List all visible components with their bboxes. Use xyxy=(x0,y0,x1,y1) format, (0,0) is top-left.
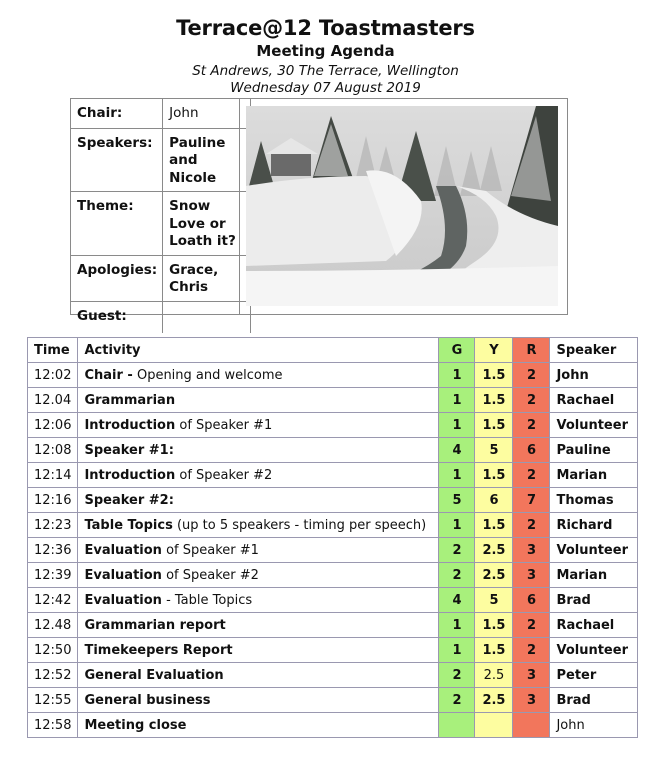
snow-scene-image xyxy=(246,106,558,306)
agenda-speaker: John xyxy=(550,363,638,388)
agenda-time: 12:06 xyxy=(28,413,78,438)
red-time: 2 xyxy=(513,363,550,388)
yellow-time: 1.5 xyxy=(475,413,513,438)
yellow-time: 5 xyxy=(475,438,513,463)
yellow-time: 1.5 xyxy=(475,638,513,663)
agenda-speaker: Rachael xyxy=(550,613,638,638)
agenda-time: 12:14 xyxy=(28,463,78,488)
agenda-time: 12:08 xyxy=(28,438,78,463)
agenda-speaker: Volunteer xyxy=(550,638,638,663)
activity-detail: (up to 5 speakers - timing per speech) xyxy=(172,517,427,533)
agenda-row xyxy=(28,588,638,613)
info-label: Apologies: xyxy=(71,255,163,301)
activity-role: Introduction xyxy=(84,467,176,483)
agenda-speaker: Rachael xyxy=(550,388,638,413)
info-value: Pauline and Nicole xyxy=(163,128,251,192)
activity-detail: of Speaker #2 xyxy=(161,567,259,583)
yellow-time: 1.5 xyxy=(475,363,513,388)
green-time: 5 xyxy=(439,488,475,513)
agenda-time: 12:52 xyxy=(28,663,78,688)
header-activity: Activity xyxy=(78,338,439,363)
green-time: 1 xyxy=(439,638,475,663)
activity-detail: Opening and welcome xyxy=(132,367,283,383)
agenda-activity xyxy=(78,413,439,438)
agenda-speaker: Brad xyxy=(550,588,638,613)
yellow-time: 1.5 xyxy=(475,613,513,638)
agenda-row xyxy=(28,438,638,463)
activity-detail: of Speaker #1 xyxy=(161,542,259,558)
info-label: Speakers: xyxy=(71,128,163,192)
green-time: 4 xyxy=(439,588,475,613)
info-divider xyxy=(239,99,240,314)
activity-role: Timekeepers Report xyxy=(84,642,233,658)
red-time: 3 xyxy=(513,663,550,688)
document-title: Terrace@12 Toastmasters xyxy=(176,16,475,40)
green-time: 2 xyxy=(439,688,475,713)
agenda-row xyxy=(28,488,638,513)
header-speaker: Speaker xyxy=(550,338,638,363)
green-time: 4 xyxy=(439,438,475,463)
agenda-speaker: Volunteer xyxy=(550,538,638,563)
green-time: 1 xyxy=(439,363,475,388)
activity-role: Grammarian xyxy=(84,392,176,408)
red-time xyxy=(513,713,550,738)
agenda-speaker: Pauline xyxy=(550,438,638,463)
red-time: 2 xyxy=(513,388,550,413)
agenda-speaker: Volunteer xyxy=(550,413,638,438)
activity-role: General business xyxy=(84,692,211,708)
red-time: 2 xyxy=(513,613,550,638)
agenda-activity xyxy=(78,563,439,588)
agenda-row xyxy=(28,663,638,688)
meeting-date: Wednesday 07 August 2019 xyxy=(230,80,421,96)
green-time: 2 xyxy=(439,538,475,563)
green-time: 1 xyxy=(439,388,475,413)
green-time: 2 xyxy=(439,563,475,588)
activity-role: Grammarian report xyxy=(84,617,226,633)
info-label: Guest: xyxy=(71,301,163,333)
agenda-time: 12:36 xyxy=(28,538,78,563)
agenda-activity xyxy=(78,488,439,513)
red-time: 2 xyxy=(513,513,550,538)
agenda-row xyxy=(28,363,638,388)
meeting-info-table xyxy=(71,99,251,333)
agenda-row xyxy=(28,463,638,488)
agenda-activity xyxy=(78,363,439,388)
agenda-time: 12:58 xyxy=(28,713,78,738)
info-label: Theme: xyxy=(71,192,163,256)
agenda-row xyxy=(28,638,638,663)
agenda-row xyxy=(28,613,638,638)
agenda-activity xyxy=(78,713,439,738)
agenda-row xyxy=(28,538,638,563)
agenda-table xyxy=(27,337,638,738)
header-red: R xyxy=(513,338,550,363)
red-time: 2 xyxy=(513,413,550,438)
activity-detail: of Speaker #2 xyxy=(175,467,273,483)
activity-role: Evaluation xyxy=(84,592,162,608)
agenda-speaker: Richard xyxy=(550,513,638,538)
agenda-speaker: Peter xyxy=(550,663,638,688)
yellow-time: 1.5 xyxy=(475,463,513,488)
agenda-activity xyxy=(78,663,439,688)
red-time: 3 xyxy=(513,688,550,713)
agenda-speaker: John xyxy=(550,713,638,738)
activity-role: Evaluation xyxy=(84,567,162,583)
info-label: Chair: xyxy=(71,99,163,128)
yellow-time: 2.5 xyxy=(475,663,513,688)
activity-detail: of Speaker #1 xyxy=(175,417,273,433)
activity-role: Introduction xyxy=(84,417,176,433)
yellow-time: 2.5 xyxy=(475,538,513,563)
agenda-time: 12:23 xyxy=(28,513,78,538)
agenda-activity xyxy=(78,438,439,463)
agenda-speaker: Brad xyxy=(550,688,638,713)
agenda-row xyxy=(28,563,638,588)
agenda-time: 12.48 xyxy=(28,613,78,638)
agenda-time: 12:16 xyxy=(28,488,78,513)
agenda-row xyxy=(28,413,638,438)
info-value: Snow Love or Loath it? xyxy=(163,192,251,256)
green-time: 1 xyxy=(439,613,475,638)
info-row-speakers xyxy=(71,128,251,192)
header-green: G xyxy=(439,338,475,363)
yellow-time: 2.5 xyxy=(475,563,513,588)
green-time: 1 xyxy=(439,513,475,538)
info-value xyxy=(163,301,251,333)
agenda-speaker: Marian xyxy=(550,563,638,588)
red-time: 6 xyxy=(513,588,550,613)
red-time: 3 xyxy=(513,538,550,563)
green-time xyxy=(439,713,475,738)
yellow-time: 6 xyxy=(475,488,513,513)
agenda-time: 12:55 xyxy=(28,688,78,713)
meeting-location: St Andrews, 30 The Terrace, Wellington xyxy=(192,63,459,79)
agenda-activity xyxy=(78,463,439,488)
activity-role: Meeting close xyxy=(84,717,187,733)
activity-role: General Evaluation xyxy=(84,667,224,683)
green-time: 2 xyxy=(439,663,475,688)
activity-role: Table Topics xyxy=(84,517,173,533)
snow-photo-icon xyxy=(246,106,558,306)
yellow-time: 5 xyxy=(475,588,513,613)
agenda-row xyxy=(28,713,638,738)
green-time: 1 xyxy=(439,413,475,438)
agenda-header-row xyxy=(28,338,638,363)
agenda-activity xyxy=(78,638,439,663)
header-time: Time xyxy=(28,338,78,363)
yellow-time xyxy=(475,713,513,738)
info-row-theme xyxy=(71,192,251,256)
info-row-chair xyxy=(71,99,251,128)
agenda-row xyxy=(28,513,638,538)
agenda-activity xyxy=(78,388,439,413)
activity-role: Speaker #2: xyxy=(84,492,174,508)
agenda-time: 12:50 xyxy=(28,638,78,663)
agenda-time: 12:42 xyxy=(28,588,78,613)
agenda-speaker: Marian xyxy=(550,463,638,488)
green-time: 1 xyxy=(439,463,475,488)
red-time: 7 xyxy=(513,488,550,513)
red-time: 2 xyxy=(513,463,550,488)
agenda-time: 12:39 xyxy=(28,563,78,588)
agenda-time: 12:02 xyxy=(28,363,78,388)
info-value: Grace, Chris xyxy=(163,255,251,301)
activity-role: Speaker #1: xyxy=(84,442,174,458)
activity-detail: - Table Topics xyxy=(161,592,253,608)
agenda-row xyxy=(28,388,638,413)
info-row-apologies xyxy=(71,255,251,301)
yellow-time: 2.5 xyxy=(475,688,513,713)
activity-role: Chair - xyxy=(84,367,133,383)
header-yellow: Y xyxy=(475,338,513,363)
red-time: 2 xyxy=(513,638,550,663)
agenda-activity xyxy=(78,688,439,713)
agenda-time: 12.04 xyxy=(28,388,78,413)
agenda-activity xyxy=(78,513,439,538)
activity-role: Evaluation xyxy=(84,542,162,558)
info-value: John xyxy=(163,99,251,128)
agenda-activity xyxy=(78,538,439,563)
red-time: 6 xyxy=(513,438,550,463)
agenda-speaker: Thomas xyxy=(550,488,638,513)
agenda-activity xyxy=(78,613,439,638)
yellow-time: 1.5 xyxy=(475,513,513,538)
agenda-row xyxy=(28,688,638,713)
agenda-activity xyxy=(78,588,439,613)
yellow-time: 1.5 xyxy=(475,388,513,413)
document-subtitle: Meeting Agenda xyxy=(256,42,395,60)
red-time: 3 xyxy=(513,563,550,588)
info-row-guest xyxy=(71,301,251,333)
